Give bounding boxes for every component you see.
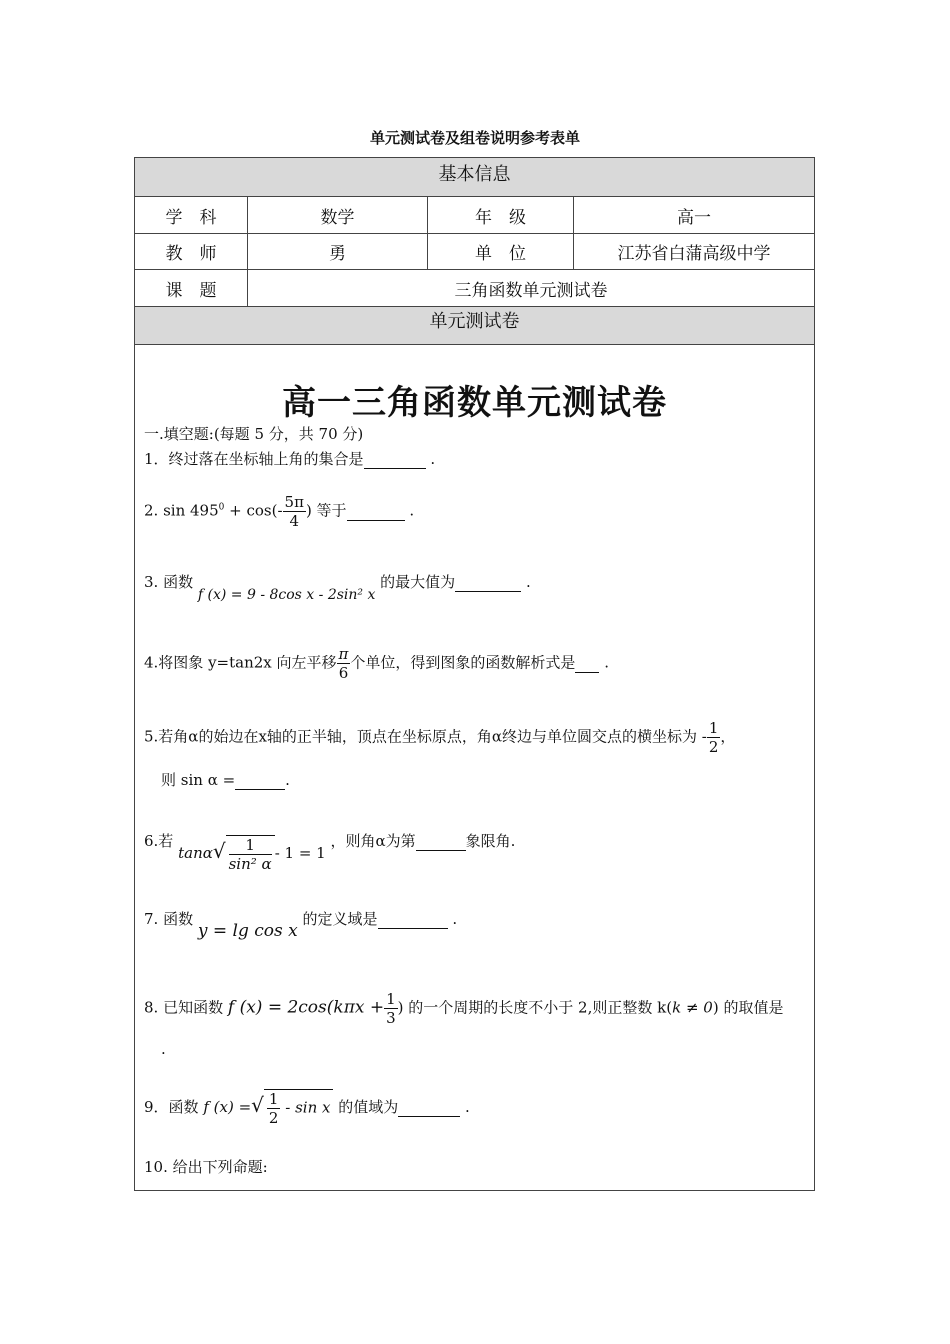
- q1-text: 1．终过落在坐标轴上角的集合是: [144, 450, 364, 468]
- question-5-line2: [161, 769, 290, 790]
- q3-period: .: [525, 573, 531, 591]
- q4-numerator: π: [338, 645, 349, 663]
- question-9: [144, 1089, 470, 1127]
- q6-blank: [416, 832, 466, 851]
- q9-formula: [203, 1089, 333, 1127]
- row-teacher-unit: [135, 234, 814, 270]
- q4-denominator: 6: [338, 664, 349, 682]
- teacher-label: 教 师: [165, 244, 217, 264]
- q5-blank: [235, 771, 285, 790]
- q9-tail: - sin x: [285, 1098, 331, 1117]
- q9-suffix: 的值域为: [338, 1098, 399, 1116]
- q2-suffix: ) 等于: [305, 501, 347, 520]
- q1-blank: [364, 450, 426, 469]
- q2-fraction: [283, 493, 306, 530]
- q2-denominator: 4: [289, 512, 299, 530]
- question-10: 10. 给出下列命题:: [144, 1158, 268, 1176]
- question-6: [144, 823, 516, 873]
- q2-period: .: [409, 501, 415, 520]
- question-7: [144, 908, 458, 941]
- q6-denominator: sin² α: [228, 855, 272, 873]
- q6-prefix: 6.若: [144, 832, 174, 850]
- q5-denominator: 2: [708, 738, 719, 756]
- q9-f: f (x) =: [203, 1098, 252, 1116]
- q8-fraction: [384, 990, 398, 1027]
- q4-period: .: [604, 653, 609, 672]
- q9-sqrt-body: [264, 1089, 334, 1127]
- q3-prefix: 3. 函数: [144, 573, 194, 591]
- row-subject-grade: [135, 197, 814, 234]
- q6-end: 象限角.: [465, 832, 516, 850]
- q7-period: .: [452, 910, 458, 928]
- q3-suffix: 的最大值为: [380, 573, 456, 591]
- q8-end: ) 的取值是: [712, 998, 784, 1017]
- q6-tan: tanα: [178, 844, 213, 862]
- question-1: [144, 448, 435, 469]
- question-8: [144, 990, 783, 1027]
- q3-blank: [455, 573, 521, 592]
- question-8-line2: .: [161, 1040, 166, 1058]
- question-3: [144, 571, 531, 603]
- q5-fraction: [707, 719, 721, 756]
- q1-period: .: [430, 450, 436, 468]
- q9-fraction: [267, 1090, 281, 1127]
- q4-blank: [575, 654, 599, 673]
- q6-sqrt-body: [226, 835, 275, 873]
- q4-prefix: 4.将图象 y=tan2x 向左平移: [144, 653, 337, 672]
- q5-line2: 则 sin α =: [161, 771, 236, 789]
- q9-prefix: 9．函数: [144, 1098, 199, 1116]
- q3-formula: f (x) = 9 - 8cos x - 2sin² x: [197, 587, 376, 603]
- unit-value: 江苏省白蒲高级中学: [573, 234, 814, 269]
- q9-blank: [398, 1098, 460, 1117]
- question-5: 5.若角α的始边在x轴的正半轴，顶点在坐标原点，角α终边与单位圆交点的横坐标为 - $\frac{1}{2}$ ，: [144, 719, 736, 756]
- q8-formula: f (x) = 2cos(kπx +: [227, 997, 385, 1018]
- q2-mid: + cos(-: [224, 501, 283, 520]
- section-heading: 一.填空题:(每题 5 分，共 70 分): [144, 425, 364, 443]
- q8-k: k ≠ 0: [672, 998, 713, 1017]
- q4-suffix: 个单位，得到图象的函数解析式是: [350, 653, 576, 672]
- q2-numerator: 5π: [284, 493, 304, 511]
- unit-test-header-label: 单元测试卷: [429, 311, 520, 332]
- q8-denominator: 3: [386, 1009, 396, 1027]
- exam-title: 高一三角函数单元测试卷: [282, 383, 667, 423]
- q9-numerator: 1: [268, 1090, 279, 1108]
- grade-value: 高一: [573, 197, 814, 233]
- basic-info-header-label: 基本信息: [438, 164, 511, 185]
- grade-label: 年 级: [427, 197, 573, 233]
- q5-period: .: [285, 771, 290, 789]
- subject-label: 学 科: [165, 207, 217, 228]
- q4-fraction: [337, 645, 351, 682]
- q2-degree: 0: [218, 502, 225, 513]
- q7-prefix: 7. 函数: [144, 910, 194, 928]
- q6-numerator: 1: [229, 836, 272, 855]
- q9-denominator: 2: [268, 1109, 279, 1127]
- q8-prefix: 8. 已知函数: [144, 998, 224, 1017]
- q5-numerator: 1: [708, 719, 719, 737]
- row-topic: [135, 270, 814, 307]
- q8-suffix: ) 的一个周期的长度不小于 2,则正整数 k(: [397, 998, 673, 1017]
- teacher-value: 勇: [247, 234, 427, 269]
- q6-suffix: ，则角α为第: [330, 832, 416, 850]
- q7-suffix: 的定义域是: [302, 910, 378, 928]
- q6-tail: - 1 = 1: [274, 844, 326, 862]
- basic-info-header: [135, 158, 814, 197]
- subject-value: 数学: [247, 197, 427, 233]
- q5-prefix: 5.若角α的始边在x轴的正半轴，顶点在坐标原点，角α终边与单位圆交点的横坐标为 -: [144, 727, 707, 746]
- q9-radical: √: [251, 1093, 264, 1117]
- q7-blank: [378, 910, 448, 929]
- q9-period: .: [465, 1098, 470, 1116]
- q6-formula: [178, 835, 326, 873]
- topic-label: 课 题: [165, 280, 217, 301]
- unit-label: 单 位: [427, 234, 573, 269]
- unit-test-header: [135, 307, 814, 345]
- question-2: [144, 493, 414, 530]
- topic-value: 三角函数单元测试卷: [247, 270, 814, 306]
- q2-blank: [347, 502, 405, 521]
- document-title: 单元测试卷及组卷说明参考表单: [369, 129, 580, 147]
- q8-numerator: 1: [386, 990, 396, 1008]
- q6-fraction: [229, 836, 272, 873]
- question-4: [144, 645, 609, 682]
- q7-formula: y = lg cos x: [197, 921, 298, 941]
- form-table: [134, 157, 815, 1191]
- q2-prefix: 2. sin 495: [144, 501, 219, 520]
- q6-radical: √: [212, 839, 226, 863]
